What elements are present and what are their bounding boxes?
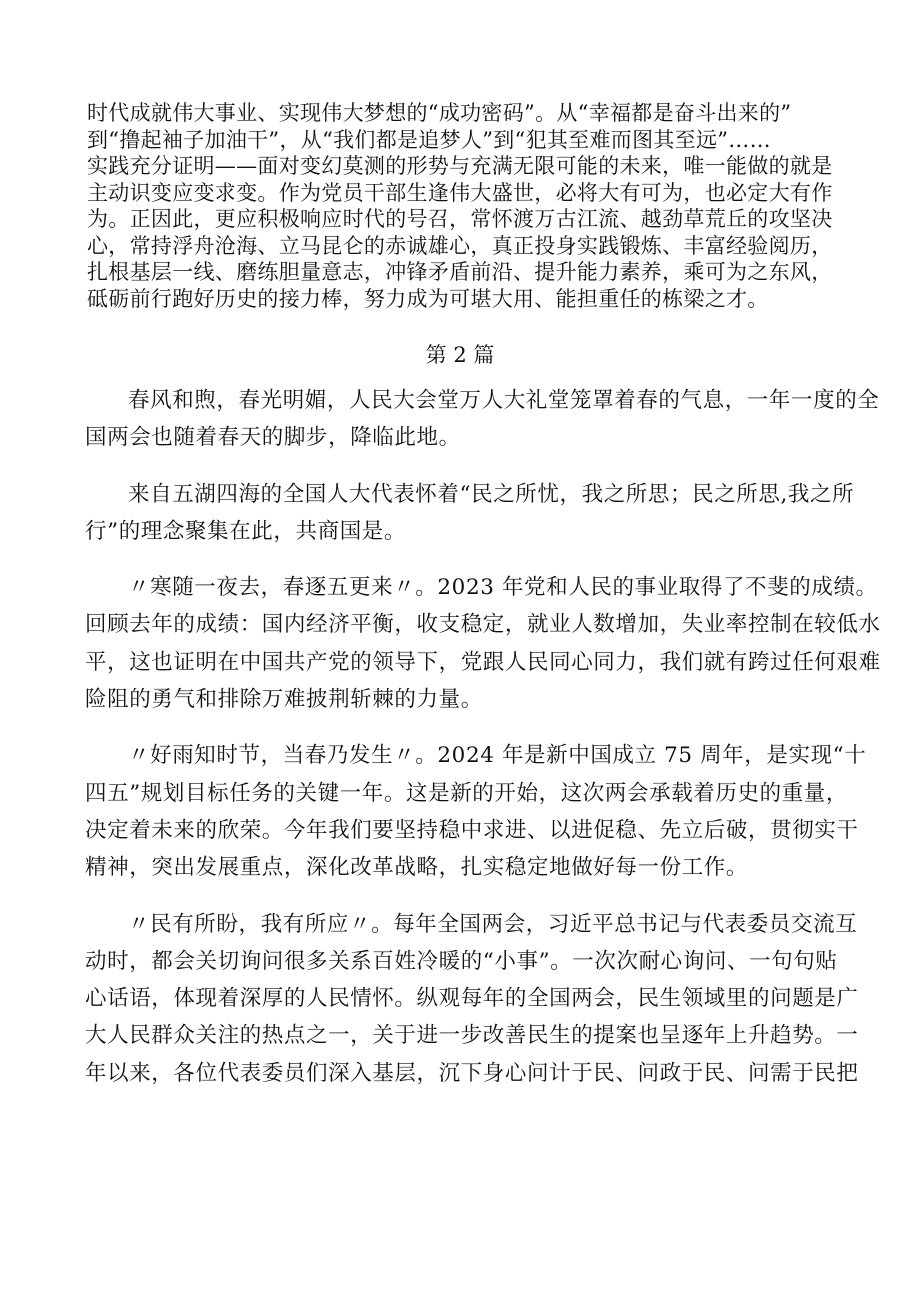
paragraph [85, 737, 867, 886]
text-line: 〃寒随一夜去，春逐五更来〃。2023 年党和人民的事业取得了不斐的成绩。 [128, 575, 878, 601]
text-line: 心，常持浮舟沧海、立马昆仑的赤诚雄心，真正投身实践锻炼、丰富经验阅历， [87, 233, 833, 258]
text-line: 实践充分证明——面对变幻莫测的形势与充满无限可能的未来，唯一能做的就是 [87, 154, 833, 178]
text-line: 扎根基层一线、磨练胆量意志，冲锋矛盾前沿、提升能力素养，乘可为之东风， [87, 260, 833, 284]
text-line: 国两会也随着春天的脚步，降临此地。 [85, 425, 461, 451]
text-line: 时代成就伟大事业、实现伟大梦想的“成功密码”。从“幸福都是奋斗出来的” [87, 101, 792, 125]
text-line: 决定着未来的欣荣。今年我们要坚持稳中求进、以进促稳、先立后破，贯彻实干 [85, 817, 859, 843]
text-line: 心话语，体现着深厚的人民情怀。纵观每年的全国两会，民生领域里的问题是广 [85, 986, 859, 1012]
text-line: 四五”规划目标任务的关键一年。这是新的开始，这次两会承载着历史的重量， [85, 780, 848, 806]
text-line: 来自五湖四海的全国人大代表怀着“民之所忧，我之所思；民之所思,我之所 [128, 481, 855, 507]
text-line: 到“撸起袖子加油干”，从“我们都是追梦人”到“犯其至难而图其至远”…… [87, 127, 771, 152]
text-line: 回顾去年的成绩：国内经济平衡，收支稳定，就业人数增加，失业率控制在较低水 [85, 612, 881, 638]
text-line: 险阻的勇气和排除万难披荆斩棘的力量。 [85, 687, 483, 713]
paragraph [85, 906, 860, 1092]
section-1-text [87, 100, 839, 312]
text-line: 大人民群众关注的热点之一，关于进一步改善民生的提案也呈逐年上升趋势。一 [85, 1023, 859, 1049]
text-line: 春风和煦，春光明媚，人民大会堂万人大礼堂笼罩着春的气息，一年一度的全 [128, 388, 880, 413]
text-line: 行”的理念聚集在此，共商国是。 [85, 518, 406, 544]
section-heading: 第 2 篇 [425, 343, 495, 367]
text-line: 精神，突出发展重点，深化改革战略，扎实稳定地做好每一份工作。 [85, 855, 749, 881]
text-line: 动时，都会关切询问很多关系百姓冷暖的“小事”。一次次耐心询问、一句句贴 [85, 948, 838, 974]
text-line: 〃好雨知时节，当春乃发生〃。2024 年是新中国成立 75 周年，是实现“十 [128, 743, 867, 769]
section-2-text [85, 382, 881, 1111]
text-line: 年以来，各位代表委员们深入基层，沉下身心问计于民、问政于民、问需于民把 [85, 1060, 859, 1086]
text-line: 为。正因此，更应积极响应时代的号召，常怀渡万古江流、越劲草荒丘的攻坚决 [87, 207, 833, 231]
text-line: 砥砺前行跑好历史的接力棒，努力成为可堪大用、能担重任的栋梁之才。 [87, 286, 769, 311]
paragraph [85, 569, 881, 718]
text-line: 〃民有所盼，我有所应〃。每年全国两会，习近平总书记与代表委员交流互 [128, 911, 858, 937]
paragraph [85, 382, 880, 457]
text-line: 主动识变应变求变。作为党员干部生逢伟大盛世，必将大有可为，也必定大有作 [87, 180, 833, 205]
text-line: 平，这也证明在中国共产党的领导下，党跟人民同心同力，我们就有跨过任何艰难 [85, 649, 881, 675]
paragraph [85, 476, 860, 551]
